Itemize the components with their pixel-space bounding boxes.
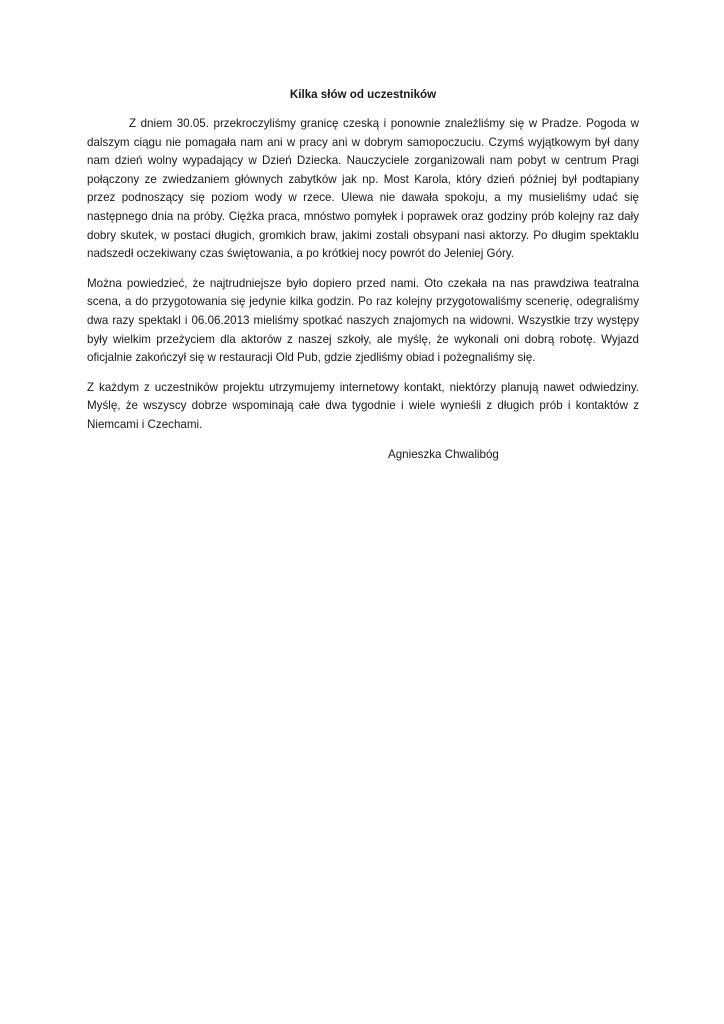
document-title: Kilka słów od uczestników bbox=[289, 88, 437, 101]
author-signature: Agnieszka Chwalibóg bbox=[388, 447, 499, 461]
paragraph-contact: Z każdym z uczestników projektu utrzymujemy internetowy kontakt, niektórzy planują nawet odwiedziny. Myślę, że wszyscy dobrze wspominają całe dwa tygodnie i wiele wynieśli z długich prób i kontaktów z Niemcami i Czechami. bbox=[87, 380, 639, 431]
document-body bbox=[87, 86, 639, 464]
paragraph-theatre-stage: Można powiedzieć, że najtrudniejsze było dopiero przed nami. Oto czekała na nas prawdziwa teatralna scena, a do przygotowania się jedynie kilka godzin. Po raz kolejny przygotowaliśmy scenerię, odegraliśmy dwa razy spektakl i 06.06.2013 mieliśmy spotkać naszych znajomych na widowni. Wszystkie trzy występy były wielkim przeżyciem dla aktorów z naszej szkoły, ale myślę, że wykonali oni dobrą robotę. Wyjazd oficjalnie zakończył się w restauracji Old Pub, gdzie zjedliśmy obiad i pożegnaliśmy się. bbox=[87, 276, 639, 365]
paragraph-prague-trip: Z dniem 30.05. przekroczyliśmy granicę czeską i ponownie znaleźliśmy się w Pradze. Pogoda w dalszym ciągu nie pomagała nam ani w pracy ani w dobrym samopoczuciu. Czymś wyjątkowym był dany nam dzień wolny wypadający w Dzień Dziecka. Nauczyciele zorganizowali nam pobyt w centrum Pragi połączony ze zwiedzaniem głównych zabytków jak np. Most Karola, który dzień później był podtapiany przez podnoszący się poziom wody w rzece. Ulewa nie dawała spokoju, a my musieliśmy udać się następnego dnia na próby. Ciężka praca, mnóstwo pomyłek i poprawek oraz godziny prób kolejny raz dały dobry skutek, w postaci długich, gromkich braw, jakimi zostali obsypani nasi aktorzy. Po długim spektaklu nadszedł oczekiwany czas świętowania, a po krótkiej nocy powrót do Jeleniej Góry. bbox=[87, 117, 639, 261]
